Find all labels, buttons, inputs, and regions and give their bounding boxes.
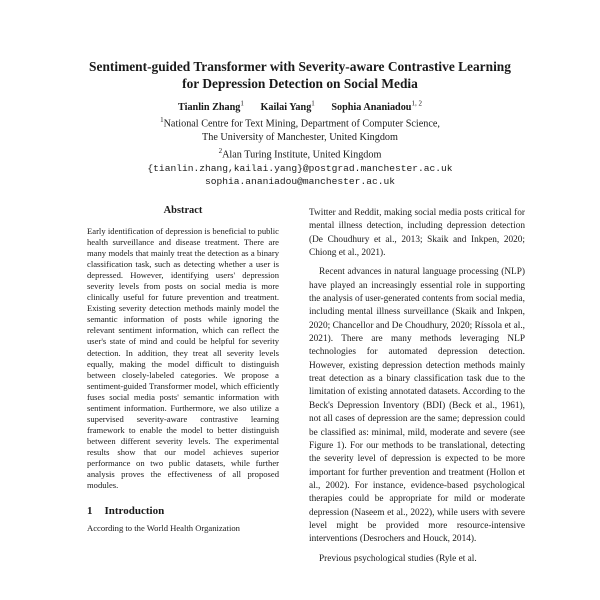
affiliation-2-sup: 2 bbox=[218, 146, 223, 155]
title-line-2: for Depression Detection on Social Media bbox=[182, 76, 418, 91]
author-3 bbox=[331, 102, 422, 113]
email-line-1: {tianlin.zhang,kailai.yang}@postgrad.manchester.ac.uk bbox=[147, 162, 453, 174]
email-line-2: sophia.ananiadou@manchester.ac.uk bbox=[205, 176, 395, 188]
affiliation-1 bbox=[0, 114, 600, 144]
right-column bbox=[309, 207, 525, 572]
author-3-sup: 1, 2 bbox=[411, 100, 422, 108]
author-2-sup: 1 bbox=[311, 100, 315, 108]
paper-title bbox=[0, 58, 600, 92]
author-3-name: Sophia Ananiadou bbox=[331, 102, 412, 114]
abstract-body: Early identification of depression is beneficial to public health surveillance and disease treatment. There are many models that mainly treat the detection as a binary classification task, such as detecting whether a user is depressed. However, identifying users' depression severity levels from posts on social media is more clinically useful for future prevention and treatment. Existing severity detection methods mainly model the semantic information of posts while ignoring the relevant sentiment information, which can reflect the user's state of mind and could be helpful for severity detection. In addition, they treat all severity levels equally, making the model difficult to distinguish between closely-labeled categories. We propose a sentiment-guided Transformer model, which efficiently fuses social media posts' semantic information with sentiment information. Furthermore, we also utilize a supervised severity-aware contrastive learning framework to enable the model to better distinguish between different severity levels. The experimental results show that our model achieves superior performance on two public datasets, while further analysis proves the effectiveness of all proposed modules. bbox=[87, 226, 279, 491]
affiliation-2 bbox=[0, 145, 600, 162]
left-column bbox=[87, 205, 279, 534]
section-number: 1 bbox=[87, 505, 93, 518]
introduction-heading bbox=[87, 505, 279, 517]
body-paragraph-3: Previous psychological studies (Ryle et al. bbox=[319, 553, 477, 564]
author-1 bbox=[178, 102, 244, 113]
affiliation-1-line-1: National Centre for Text Mining, Department of Computer Science, bbox=[163, 118, 440, 130]
body-paragraph-2: Recent advances in natural language processing (NLP) have played an increasingly essential role in supporting the analysis of user-generated contents from social media, including mental illness surveillance (Skaik and Inkpen, 2020; Chancellor and De Choudhury, 2020; Ríssola et al., 2021). There are many methods leveraging NLP technologies for automated depression detection. However, existing depression detection methods mainly treat detection as a binary classification task due to the limitation of existing annotated datasets. According to the Beck's Depression Inventory (BDI) (Beck et al., 1961), not all cases of depression are the same; depression could be classified as: minimal, mild, moderate and severe (see Figure 1). For our methods to be translational, detecting the severity level of depression is expected to be more important for further prevention and treatment (Hollon et al., 2002). For instance, evidence-based psychological therapies could be appropriate for mild or moderate depression (Naseem et al., 2022), while users with severe level might be provided more resource-intensive interventions (Desrochers and Houck, 2014). bbox=[309, 267, 525, 545]
affiliation-1-sup: 1 bbox=[160, 116, 164, 125]
title-line-1: Sentiment-guided Transformer with Severity-aware Contrastive Learning bbox=[89, 59, 511, 74]
abstract-heading: Abstract bbox=[163, 205, 203, 216]
section-title: Introduction bbox=[104, 505, 165, 518]
introduction-first-line: According to the World Health Organization bbox=[87, 523, 240, 534]
author-list bbox=[0, 98, 600, 114]
author-2-name: Kailai Yang bbox=[260, 102, 312, 114]
author-2 bbox=[260, 102, 314, 113]
body-paragraph-1: Twitter and Reddit, making social media posts critical for mental illness detection, including depression detection (De Choudhury et al., 2013; Skaik and Inkpen, 2020; Chiong et al., 2021). bbox=[309, 208, 525, 259]
affiliation-2-line-1: Alan Turing Institute, United Kingdom bbox=[222, 149, 382, 161]
paper-header bbox=[0, 58, 600, 189]
author-1-name: Tianlin Zhang bbox=[178, 102, 241, 114]
author-1-sup: 1 bbox=[240, 100, 244, 108]
affiliation-1-line-2: The University of Manchester, United Kingdom bbox=[202, 132, 398, 144]
